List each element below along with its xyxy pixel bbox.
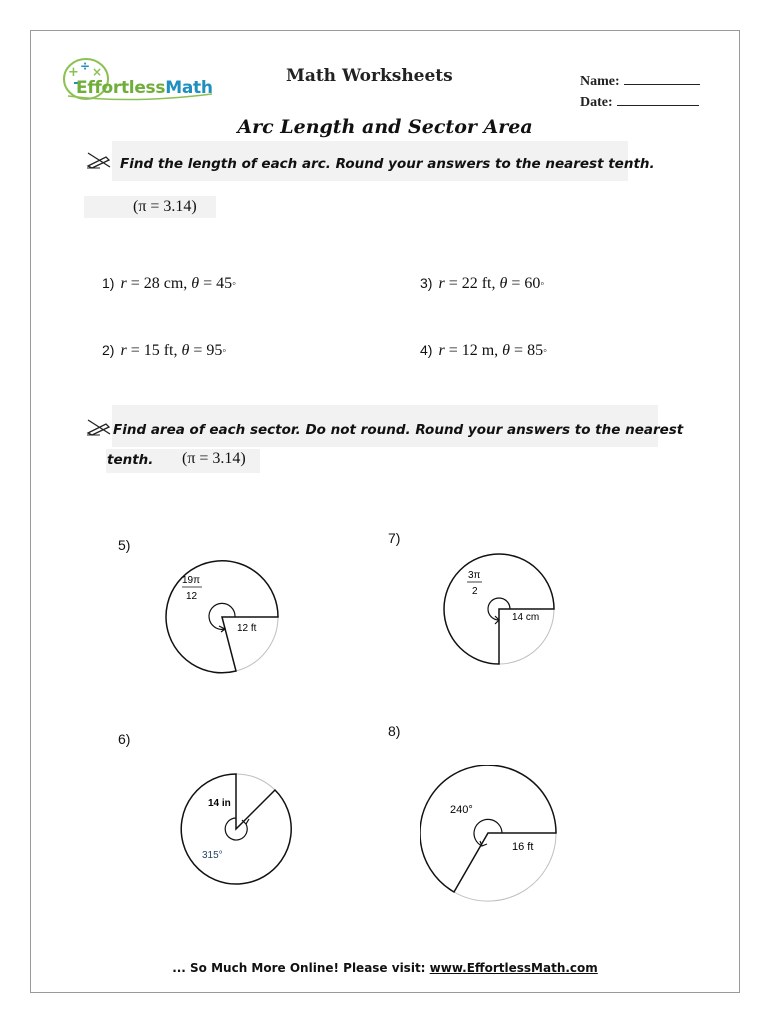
problem-2: 2) r = 15 ft, θ = 95◦ xyxy=(102,342,227,359)
figure-number-5: 5) xyxy=(118,537,131,553)
pencil-icon xyxy=(86,151,112,169)
problem-1: 1) r = 28 cm, θ = 45◦ xyxy=(102,275,237,292)
footer-link[interactable]: www.EffortlessMath.com xyxy=(429,961,598,975)
angle-label-denominator: 12 xyxy=(186,591,198,602)
figure-number-6: 6) xyxy=(118,731,131,747)
page-title: Arc Length and Sector Area xyxy=(237,116,533,138)
sector-figure-6 xyxy=(176,770,296,890)
svg-text:×: × xyxy=(92,65,103,79)
footer-text: ... So Much More Online! Please visit: xyxy=(172,961,430,975)
logo-wordmark: EffortlessMath xyxy=(76,78,213,98)
radius-label: 12 ft xyxy=(237,623,257,634)
angle-label: 240° xyxy=(450,804,473,816)
problem-3: 3) r = 22 ft, θ = 60◦ xyxy=(420,275,545,292)
angle-label: 19π xyxy=(182,575,201,586)
sector-figure-7 xyxy=(440,550,560,670)
angle-label: 315° xyxy=(202,850,223,861)
radius-label: 14 in xyxy=(208,798,231,809)
figure-number-8: 8) xyxy=(388,723,401,739)
pencil-icon xyxy=(86,418,112,436)
pi-note-1: (π = 3.14) xyxy=(133,198,197,215)
sector-figure-5 xyxy=(160,555,284,679)
svg-text:+: + xyxy=(68,65,79,80)
sector-figure-8 xyxy=(420,765,560,905)
name-field[interactable]: Name: xyxy=(580,72,700,90)
angle-label-denominator: 2 xyxy=(472,586,478,597)
date-field[interactable]: Date: xyxy=(580,93,699,111)
figure-number-7: 7) xyxy=(388,530,401,546)
svg-text:÷: ÷ xyxy=(80,59,91,73)
instruction-sector-area: Find area of each sector. Do not round. Round your answers to the nearest xyxy=(113,422,684,438)
pi-note-2: (π = 3.14) xyxy=(182,450,246,467)
radius-label: 16 ft xyxy=(512,841,534,853)
angle-label: 3π xyxy=(468,570,481,581)
instruction-sector-area-line2: tenth. xyxy=(107,452,154,468)
worksheet-title: Math Worksheets xyxy=(286,66,453,86)
problem-4: 4) r = 12 m, θ = 85◦ xyxy=(420,342,547,359)
footer xyxy=(0,961,770,975)
radius-label: 14 cm xyxy=(512,612,540,623)
instruction-arc-length: Find the length of each arc. Round your answers to the nearest tenth. xyxy=(120,156,655,172)
